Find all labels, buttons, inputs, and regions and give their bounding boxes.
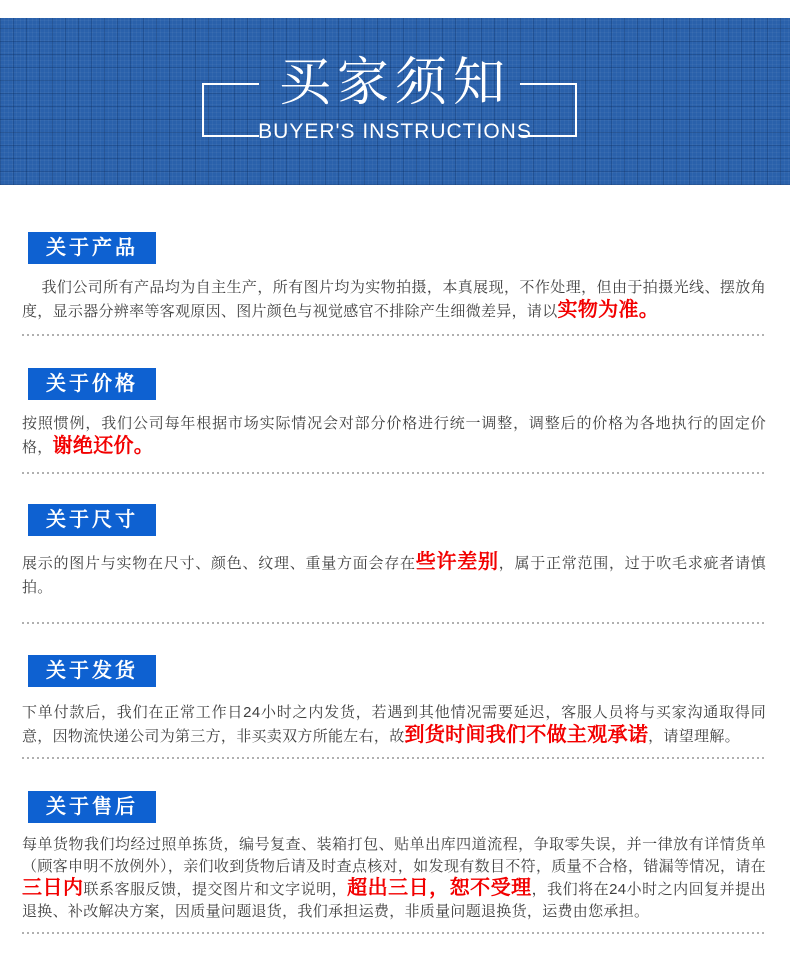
section-label-badge: 关于发货 — [28, 655, 156, 687]
body-text: ，我们将在24小时之内回复并提出退换、补改解决方案，因质量问题退货，我们承担运费，非质量问题退换货，运费由您承担。 — [22, 881, 766, 920]
highlight-text: 超出三日，恕不受理 — [347, 877, 532, 899]
section-paragraph — [22, 276, 766, 324]
header-banner — [0, 18, 790, 185]
section-label-badge: 关于尺寸 — [28, 504, 156, 536]
right-bracket-decoration — [520, 83, 577, 137]
body-text: 联系客服反馈，提交图片和文字说明， — [83, 881, 348, 898]
notice-section — [0, 504, 790, 624]
body-text: 按照惯例，我们公司每年根据市场实际情况会对部分价格进行统一调整，调整后的价格为各地执行的固定价格， — [22, 415, 766, 456]
sections-container — [0, 232, 790, 934]
body-text: 我们公司所有产品均为自主生产，所有图片均为实物拍摄，本真展现，不作处理，但由于拍摄光线、摆放角度，显示器分辨率等客观原因、图片颜色与视觉感官不排除产生细微差异，请以 — [22, 279, 766, 320]
buyer-instructions-page — [0, 18, 790, 968]
section-label-badge: 关于售后 — [28, 791, 156, 823]
section-paragraph — [22, 412, 766, 460]
body-text: ，属于正常范围，过于吹毛求疵者请慎拍。 — [22, 555, 766, 596]
section-paragraph — [22, 701, 766, 749]
section-paragraph — [22, 834, 766, 923]
notice-section — [0, 791, 790, 934]
page-title: 买家须知 — [278, 54, 511, 112]
body-text: 展示的图片与实物在尺寸、颜色、纹理、重量方面会存在 — [22, 555, 416, 572]
dotted-divider — [22, 472, 766, 474]
dotted-divider — [22, 622, 766, 624]
section-paragraph — [22, 552, 766, 600]
body-text: 下单付款后，我们在正常工作日24小时之内发货，若遇到其他情况需要延迟，客服人员将与买家沟通取得同意，因物流快递公司为第三方，非买卖双方所能左右，故 — [22, 704, 766, 745]
notice-section — [0, 368, 790, 474]
notice-section — [0, 655, 790, 759]
dotted-divider — [22, 932, 766, 934]
notice-section — [0, 232, 790, 336]
highlight-text: 三日内 — [22, 877, 84, 899]
highlight-text: 到货时间我们不做主观承诺 — [404, 724, 649, 746]
highlight-text: 些许差别 — [415, 551, 499, 573]
dotted-divider — [22, 757, 766, 759]
highlight-text: 谢绝还价。 — [52, 435, 155, 457]
highlight-text: 实物为准。 — [557, 299, 660, 321]
body-text: ，请望理解。 — [648, 728, 740, 745]
body-text: 每单货物我们均经过照单拣货，编号复查、装箱打包、贴单出库四道流程，争取零失误，并一律放有详情货单（顾客申明不放例外），亲们收到货物后请及时查点核对，如发现有数目不符，质量不合格，错漏等情况，请在 — [22, 836, 766, 875]
left-bracket-decoration — [202, 83, 259, 137]
section-label-badge: 关于价格 — [28, 368, 156, 400]
dotted-divider — [22, 334, 766, 336]
page-subtitle: BUYER'S INSTRUCTIONS — [258, 120, 532, 144]
section-label-badge: 关于产品 — [28, 232, 156, 264]
